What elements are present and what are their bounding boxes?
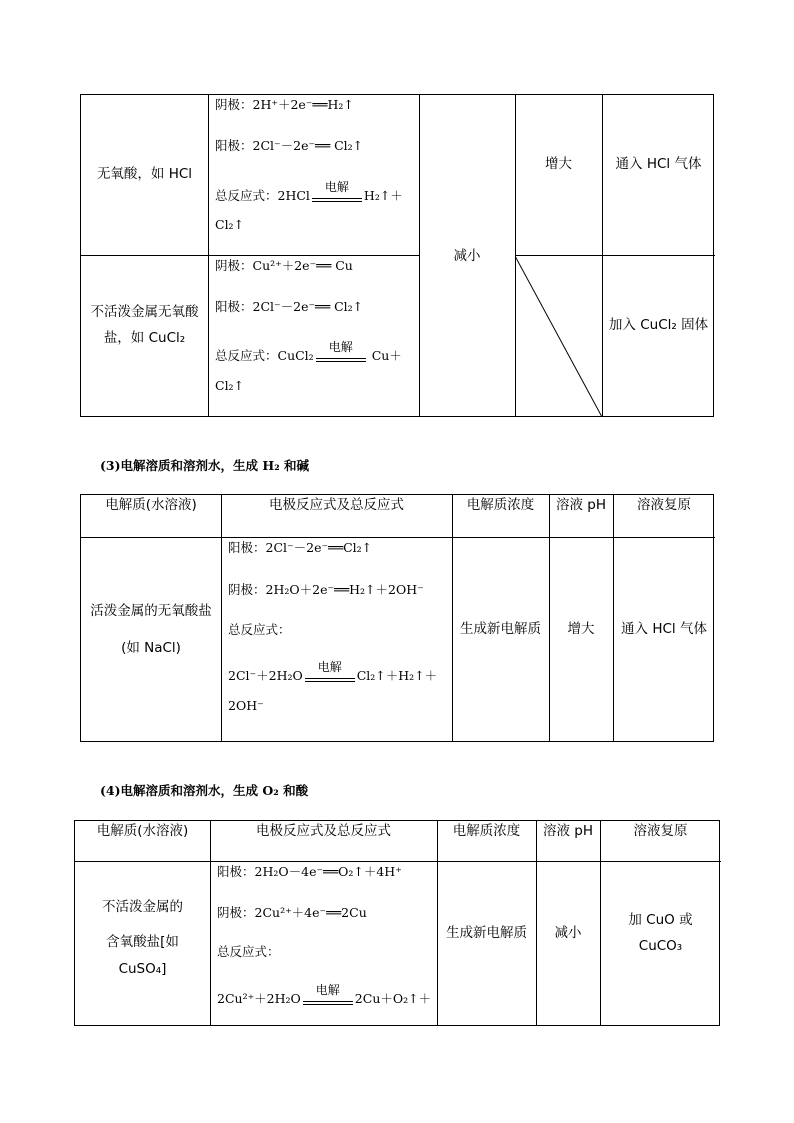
table-cell-restore: 加入 CuCl₂ 固体 xyxy=(608,317,709,334)
total-equation: 2Cl⁻＋2H₂O 电解 Cl₂↑＋H₂↑＋ xyxy=(228,659,438,683)
anode-equation: 阳极：2H₂O－4e⁻══O₂↑＋4H⁺ xyxy=(217,864,402,879)
table-cell-ph: 减小 xyxy=(554,924,582,941)
total-equation: 总反应式：2HCl 电解 H₂↑＋ xyxy=(215,179,403,203)
header-cell: 溶液复原 xyxy=(637,497,691,514)
total-equation-cont: Cl₂↑ xyxy=(215,217,245,232)
table-cell-concentration: 减小 xyxy=(453,247,481,264)
table-cell-ph: 增大 xyxy=(567,620,595,637)
header-cell: 溶液复原 xyxy=(633,823,688,840)
table-cell-restore: 通入 HCl 气体 xyxy=(621,620,707,637)
header-cell: 电解质浓度 xyxy=(466,497,535,514)
anode-equation: 阳极：2Cl⁻－2e⁻══ Cl₂↑ xyxy=(215,299,364,314)
section-heading: (4)电解溶质和溶剂水，生成 O₂ 和酸 xyxy=(100,783,309,798)
header-cell: 电极反应式及总反应式 xyxy=(269,497,404,514)
cathode-equation: 阴极：Cu²⁺＋2e⁻══ Cu xyxy=(215,258,353,273)
total-equation: 总反应式：CuCl₂ 电解 Cu＋ xyxy=(215,339,402,363)
table-cell-concentration: 生成新电解质 xyxy=(446,924,527,941)
table-cell-restore: 加 CuO 或 CuCO₃ xyxy=(628,911,693,954)
total-equation-cont: Cl₂↑ xyxy=(215,378,245,393)
reaction-arrow: 电解 xyxy=(316,350,366,364)
table-cell-concentration: 生成新电解质 xyxy=(460,620,541,637)
reaction-arrow: 电解 xyxy=(303,993,353,1007)
total-equation-cont: 2OH⁻ xyxy=(228,698,264,713)
table-cell-electrolyte: 不活泼金属的 含氧酸盐[如 CuSO₄] xyxy=(102,899,183,977)
total-label: 总反应式： xyxy=(228,622,291,637)
header-cell: 电极反应式及总反应式 xyxy=(256,823,391,840)
reaction-arrow: 电解 xyxy=(312,190,362,204)
table-cell-restore: 通入 HCl 气体 xyxy=(615,156,702,173)
header-cell: 溶液 pH xyxy=(555,497,606,514)
header-cell: 电解质(水溶液) xyxy=(96,823,189,840)
table-cell-electrolyte: 活泼金属的无氧酸盐 (如 NaCl) xyxy=(90,603,212,656)
table-cell-ph: 增大 xyxy=(545,156,572,173)
reaction-arrow: 电解 xyxy=(305,670,355,684)
cathode-equation: 阴极：2H₂O＋2e⁻══H₂↑＋2OH⁻ xyxy=(228,582,424,597)
table-cell-electrolyte: 无氧酸，如 HCl xyxy=(96,166,193,183)
table-cell-electrolyte: 不活泼金属无氧酸 盐，如 CuCl₂ xyxy=(90,304,199,346)
anode-equation: 阳极：2Cl⁻－2e⁻══Cl₂↑ xyxy=(228,540,373,555)
diagonal-slash xyxy=(515,256,602,417)
total-label: 总反应式： xyxy=(217,944,280,959)
section-heading: (3)电解溶质和溶剂水，生成 H₂ 和碱 xyxy=(100,458,310,473)
header-cell: 电解质(水溶液) xyxy=(105,497,197,514)
table-electrolysis-4 xyxy=(74,820,720,1026)
table-electrolysis-3 xyxy=(80,494,714,742)
table-electrolysis-1 xyxy=(80,94,714,417)
anode-equation: 阳极：2Cl⁻－2e⁻══ Cl₂↑ xyxy=(215,138,364,153)
total-equation: 2Cu²⁺＋2H₂O 电解 2Cu＋O₂↑＋ xyxy=(217,982,432,1006)
cathode-equation: 阴极：2Cu²⁺＋4e⁻══2Cu xyxy=(217,905,367,920)
header-cell: 溶液 pH xyxy=(542,823,593,840)
header-cell: 电解质浓度 xyxy=(452,823,521,840)
cathode-equation: 阴极：2H⁺＋2e⁻══H₂↑ xyxy=(215,97,354,112)
